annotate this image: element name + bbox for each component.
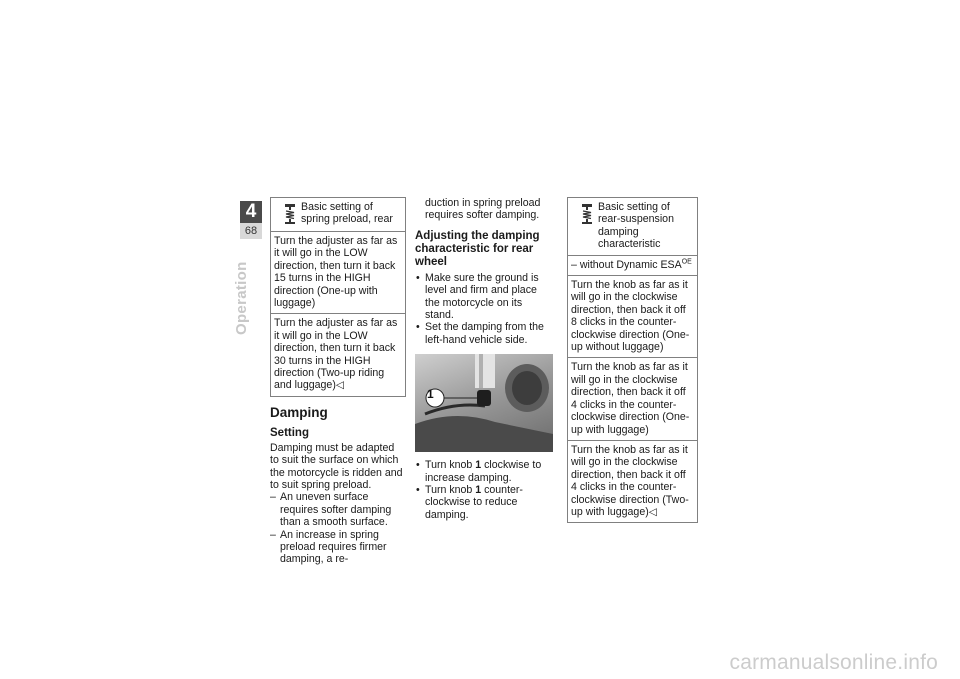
turn-knob-prefix: Turn knob bbox=[425, 484, 476, 497]
subsection-title: Setting bbox=[270, 427, 309, 440]
chapter-side-label-text: Operation bbox=[233, 261, 250, 335]
spec-row-one-up: Turn the adjuster as far as it will go in the LOW direction, then turn it back 15 turns in the HIGH direction (One-up with luggage) bbox=[271, 231, 405, 313]
photo-illustration bbox=[415, 354, 553, 452]
column-1 bbox=[270, 197, 406, 566]
turn-knob-item bbox=[415, 459, 551, 484]
spec-option-row bbox=[568, 255, 697, 275]
suspension-spring-icon bbox=[283, 203, 297, 225]
turn-knob-ref: 1 bbox=[475, 459, 482, 472]
spec-box-header bbox=[271, 198, 405, 231]
dash-list bbox=[270, 491, 406, 565]
page-number: 68 bbox=[240, 223, 262, 239]
bullet-list bbox=[415, 272, 551, 346]
chapter-number: 4 bbox=[240, 201, 262, 223]
spec-row-two-up-luggage: Turn the knob as far as it will go in the clockwise direction, then back it off 4 clicks in the counter-clockwise direction (Two-up with luggage)◁ bbox=[568, 440, 697, 522]
bullet-item: • Set the damping from the left-hand vehicle side. bbox=[415, 321, 551, 346]
spec-box-header bbox=[568, 198, 697, 255]
continued-text: duction in spring preload requires softer damping. bbox=[425, 197, 541, 222]
spec-row-one-up-luggage: Turn the knob as far as it will go in the clockwise direction, then back it off 4 clicks in the counter-clockwise direction (One-up with luggage) bbox=[568, 357, 697, 439]
figure-callout-number: 1 bbox=[427, 387, 434, 402]
dash-list-item: – An uneven surface requires softer damping than a smooth surface. bbox=[270, 491, 406, 528]
chapter-tab bbox=[240, 201, 262, 239]
turn-knob-prefix: Turn knob bbox=[425, 459, 476, 472]
turn-knob-list bbox=[415, 459, 551, 521]
turn-knob-suffix: counter-clockwise to reduce damping. bbox=[425, 484, 523, 521]
damping-spec-box bbox=[567, 197, 698, 523]
spec-option-label: – without Dynamic ESA bbox=[571, 258, 682, 271]
damping-knob-photo bbox=[415, 354, 553, 452]
dash-list-item: – An increase in spring preload requires firmer damping, a re- bbox=[270, 529, 406, 566]
turn-knob-suffix: clockwise to increase damping. bbox=[425, 459, 542, 484]
column-3 bbox=[567, 197, 698, 523]
spec-option-superscript: OE bbox=[681, 258, 692, 266]
damping-paragraph: Damping must be adapted to suit the surface on which the motorcycle is ridden and to suit spring preload. bbox=[270, 441, 403, 491]
column-2 bbox=[415, 197, 551, 521]
section-title: Damping bbox=[270, 404, 328, 420]
spec-row-two-up: Turn the adjuster as far as it will go in the LOW direction, then turn it back 30 turns in the HIGH direction (Two-up riding and luggage)◁ bbox=[271, 313, 405, 395]
adjusting-heading: Adjusting the damping characteristic for rear wheel bbox=[415, 229, 540, 268]
spring-preload-spec-box bbox=[270, 197, 406, 397]
watermark-text: carmanualsonline.info bbox=[729, 651, 938, 674]
turn-knob-item bbox=[415, 484, 551, 521]
suspension-damper-icon bbox=[580, 203, 594, 225]
bullet-item: • Make sure the ground is level and firm and place the motorcycle on its stand. bbox=[415, 272, 551, 322]
spec-box-title: Basic setting of rear-suspension damping characteristic bbox=[598, 201, 674, 251]
turn-knob-ref: 1 bbox=[475, 484, 482, 497]
spec-row-one-up-no-luggage: Turn the knob as far as it will go in the clockwise direction, then back it off 8 clicks in the counter-clockwise direction (One-up without luggage) bbox=[568, 275, 697, 357]
spec-box-title: Basic setting of spring preload, rear bbox=[301, 201, 393, 226]
